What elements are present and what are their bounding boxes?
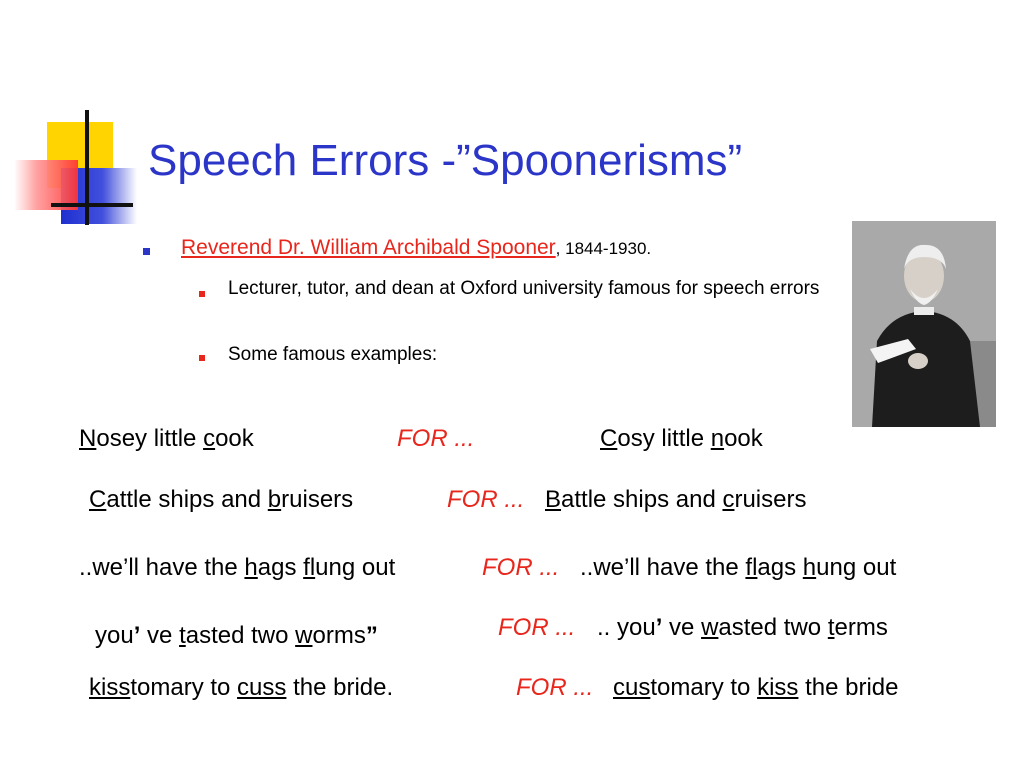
logo-vertical-line	[85, 110, 89, 225]
example-row-4-error: you’ ve tasted two worms”	[95, 622, 378, 649]
bullet-spooner	[181, 236, 651, 260]
slide-title: Speech Errors -”Spoonerisms”	[148, 136, 743, 185]
example-row-2-intended: Battle ships and cruisers	[545, 486, 807, 513]
example-row-5-intended: customary to kiss the bride	[613, 674, 899, 701]
example-row-3-error: ..we’ll have the hags flung out	[79, 554, 396, 581]
example-row-2-error: Cattle ships and bruisers	[89, 486, 354, 513]
bullet-square-icon	[143, 248, 150, 255]
for-label: FOR ...	[482, 554, 560, 581]
example-row-1-intended: Cosy little nook	[600, 425, 763, 452]
spooner-link[interactable]: Reverend Dr. William Archibald Spooner	[181, 236, 556, 259]
for-label: FOR ...	[447, 486, 525, 513]
for-label: FOR ...	[498, 614, 576, 641]
sub-bullet-icon	[199, 291, 205, 297]
portrait-photo	[852, 221, 996, 427]
sub-bullet-lecturer: Lecturer, tutor, and dean at Oxford university famous for speech errors	[228, 278, 820, 299]
example-row-4-intended: .. you’ ve wasted two terms	[597, 614, 888, 641]
example-row-1-error: Nosey little cook	[79, 425, 254, 452]
example-row-5-error: kisstomary to cuss the bride.	[89, 674, 394, 701]
for-label: FOR ...	[397, 425, 475, 452]
spooner-years: , 1844-1930.	[555, 239, 652, 258]
sub-bullet-icon	[199, 355, 205, 361]
example-row-3-intended: ..we’ll have the flags hung out	[580, 554, 897, 581]
sub-bullet-examples: Some famous examples:	[228, 344, 438, 365]
logo-horizontal-line	[51, 203, 133, 207]
for-label: FOR ...	[516, 674, 594, 701]
